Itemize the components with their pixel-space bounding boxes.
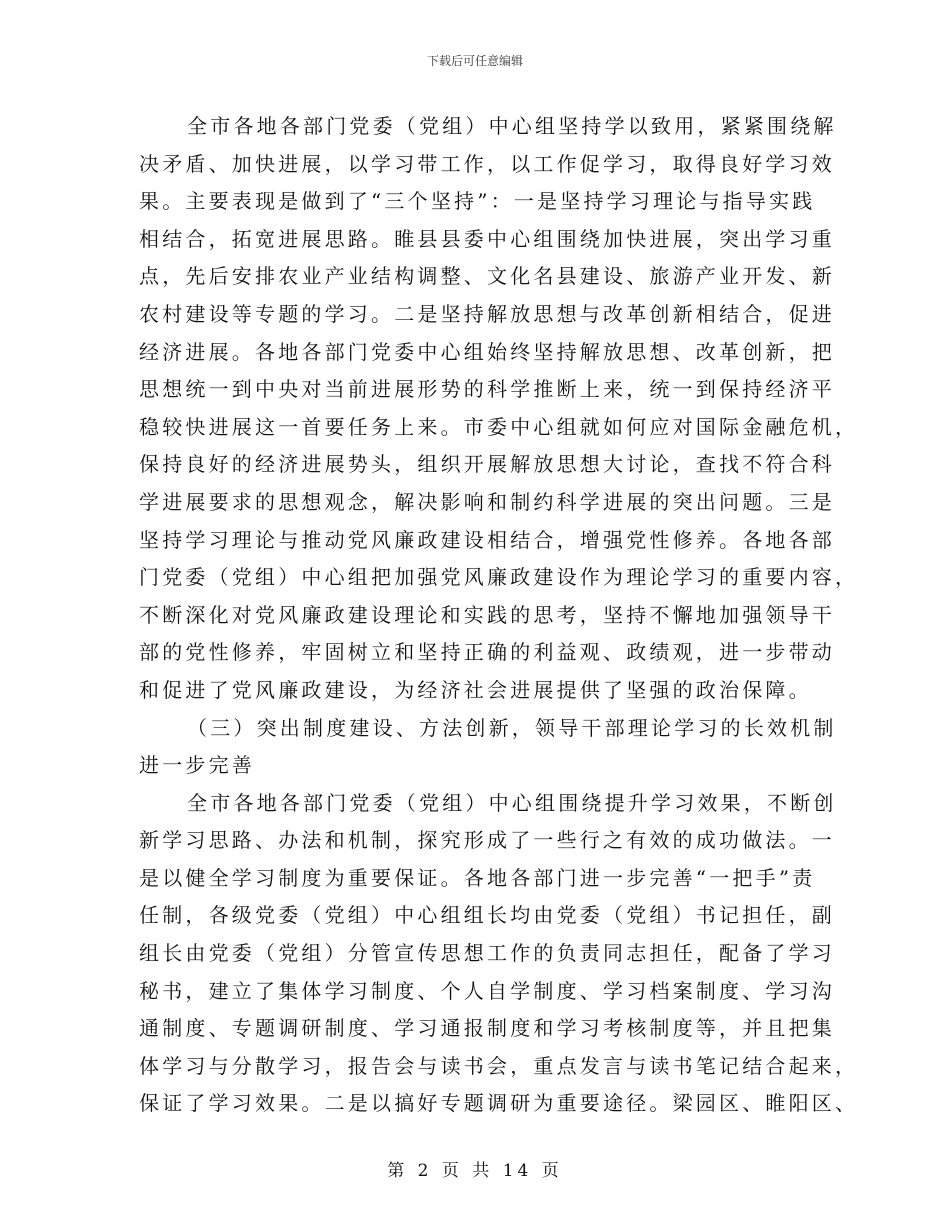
paragraph-line: 通制度、专题调研制度、学习通报制度和学习考核制度等，并且把集 [139,1016,835,1041]
paragraph-line: 果。主要表现是做到了“三个坚持”：一是坚持学习理论与指导实践 [139,189,816,214]
paragraph-line: 保持良好的经济进展势头，组织开展解放思想大讨论，查找不符合科 [139,452,835,477]
paragraph-line: 学进展要求的思想观念，解决影响和制约科学进展的突出问题。三是 [139,489,835,514]
paragraph-line: 任制，各级党委（党组）中心组组长均由党委（党组）书记担任，副 [139,903,835,928]
section-heading-line: （三）突出制度建设、方法创新，领导干部理论学习的长效机制 [187,715,837,740]
paragraph-line: 体学习与分散学习，报告会与读书会，重点发言与读书笔记结合起来， [139,1053,859,1078]
paragraph-line: 门党委（党组）中心组把加强党风廉政建设作为理论学习的重要内容， [139,565,859,590]
paragraph-line: 新学习思路、办法和机制，探究形成了一些行之有效的成功做法。一 [139,828,835,853]
paragraph-line: 决矛盾、加快进展，以学习带工作，以工作促学习，取得良好学习效 [139,151,835,176]
paragraph-line: 经济进展。各地各部门党委中心组始终坚持解放思想、改革创新，把 [139,339,835,364]
paragraph-line: 部的党性修养，牢固树立和坚持正确的利益观、政绩观，进一步带动 [139,640,835,665]
paragraph-line: 农村建设等专题的学习。二是坚持解放思想与改革创新相结合，促进 [139,301,835,326]
paragraph-line: 组长由党委（党组）分管宣传思想工作的负责同志担任，配备了学习 [139,941,835,966]
paragraph-line: 思想统一到中央对当前进展形势的科学推断上来，统一到保持经济平 [139,377,835,402]
paragraph-line: 和促进了党风廉政建设，为经济社会进展提供了坚强的政治保障。 [139,677,812,702]
paragraph-line: 不断深化对党风廉政建设理论和实践的思考，坚持不懈地加强领导干 [139,602,835,627]
paragraph-line: 是以健全学习制度为重要保证。各地各部门进一步完善“一把手”责 [139,865,816,890]
paragraph-line: 秘书，建立了集体学习制度、个人自学制度、学习档案制度、学习沟 [139,978,835,1003]
paragraph-line: 坚持学习理论与推动党风廉政建设相结合，增强党性修养。各地各部 [139,527,835,552]
paragraph-line: 相结合，拓宽进展思路。睢县县委中心组围绕加快进展，突出学习重 [139,226,835,251]
paragraph-line: 点，先后安排农业产业结构调整、文化名县建设、旅游产业开发、新 [139,264,835,289]
section-heading-line: 进一步完善 [139,753,255,778]
paragraph-line: 稳较快进展这一首要任务上来。市委中心组就如何应对国际金融危机， [139,414,859,439]
page-number-footer: 第 2 页 共 14 页 [387,1161,563,1181]
page-header-note: 下载后可任意编辑 [426,54,523,68]
paragraph-line: 保证了学习效果。二是以搞好专题调研为重要途径。梁园区、睢阳区、 [139,1091,859,1116]
paragraph-line: 全市各地各部门党委（党组）中心组围绕提升学习效果，不断创 [187,790,837,815]
paragraph-line: 全市各地各部门党委（党组）中心组坚持学以致用，紧紧围绕解 [187,114,837,138]
body-text [139,108,859,1123]
